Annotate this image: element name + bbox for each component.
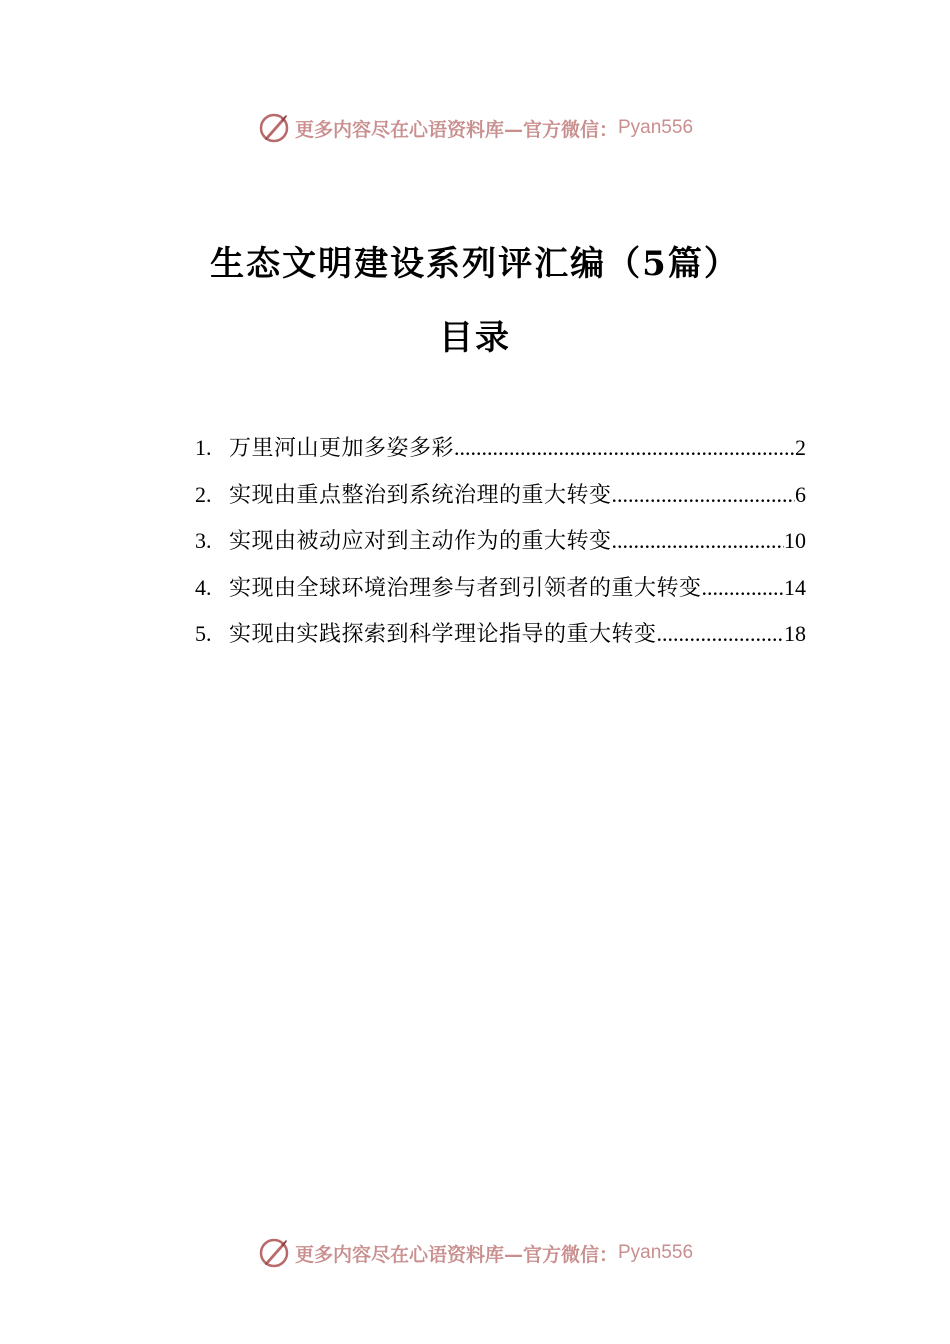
toc-dot-leader: [612, 474, 795, 516]
toc-item-5[interactable]: [195, 613, 806, 660]
toc-item-2[interactable]: [195, 474, 806, 521]
toc-item-title: 实现由全球环境治理参与者到引领者的重大转变: [229, 575, 702, 601]
toc-item-page: 14: [784, 574, 806, 600]
toc-item-page: 2: [795, 435, 806, 460]
toc-item-title: 实现由重点整治到系统治理的重大转变: [229, 482, 612, 508]
toc-item-title: 万里河山更加多姿多彩: [229, 436, 455, 461]
quill-pen-logo-icon: [257, 1236, 291, 1270]
toc-item-page: 18: [784, 621, 806, 646]
banner-text: 更多内容尽在心语资料库—官方微信：: [294, 1243, 618, 1266]
toc-item-number: 1.: [195, 435, 212, 460]
toc-item-title: 实现由被动应对到主动作为的重大转变: [229, 529, 612, 554]
banner-wechat-handle: Pyan556: [618, 1242, 694, 1263]
toc-item-1[interactable]: [195, 427, 806, 474]
table-of-contents: [195, 427, 806, 660]
banner-text: 更多内容尽在心语资料库—官方微信：: [294, 118, 618, 141]
toc-dot-leader: [454, 427, 795, 469]
toc-item-number: 2.: [195, 481, 212, 507]
toc-item-page: 6: [795, 481, 806, 507]
banner-wechat-handle: Pyan556: [618, 117, 694, 138]
toc-heading: 目录: [439, 318, 511, 358]
footer-banner: [0, 1231, 950, 1275]
document-title: 生态文明建设系列评汇编（5篇）: [210, 244, 740, 284]
toc-item-page: 10: [784, 528, 806, 553]
toc-item-number: 5.: [195, 621, 212, 646]
toc-item-number: 3.: [195, 528, 212, 553]
header-banner: [0, 106, 950, 150]
quill-pen-logo-icon: [257, 111, 291, 145]
toc-item-3[interactable]: [195, 520, 806, 567]
toc-item-title: 实现由实践探索到科学理论指导的重大转变: [229, 622, 657, 647]
toc-dot-leader: [612, 520, 784, 562]
toc-dot-leader: [702, 567, 784, 609]
toc-item-number: 4.: [195, 574, 212, 600]
toc-dot-leader: [657, 613, 784, 655]
toc-item-4[interactable]: [195, 567, 806, 614]
